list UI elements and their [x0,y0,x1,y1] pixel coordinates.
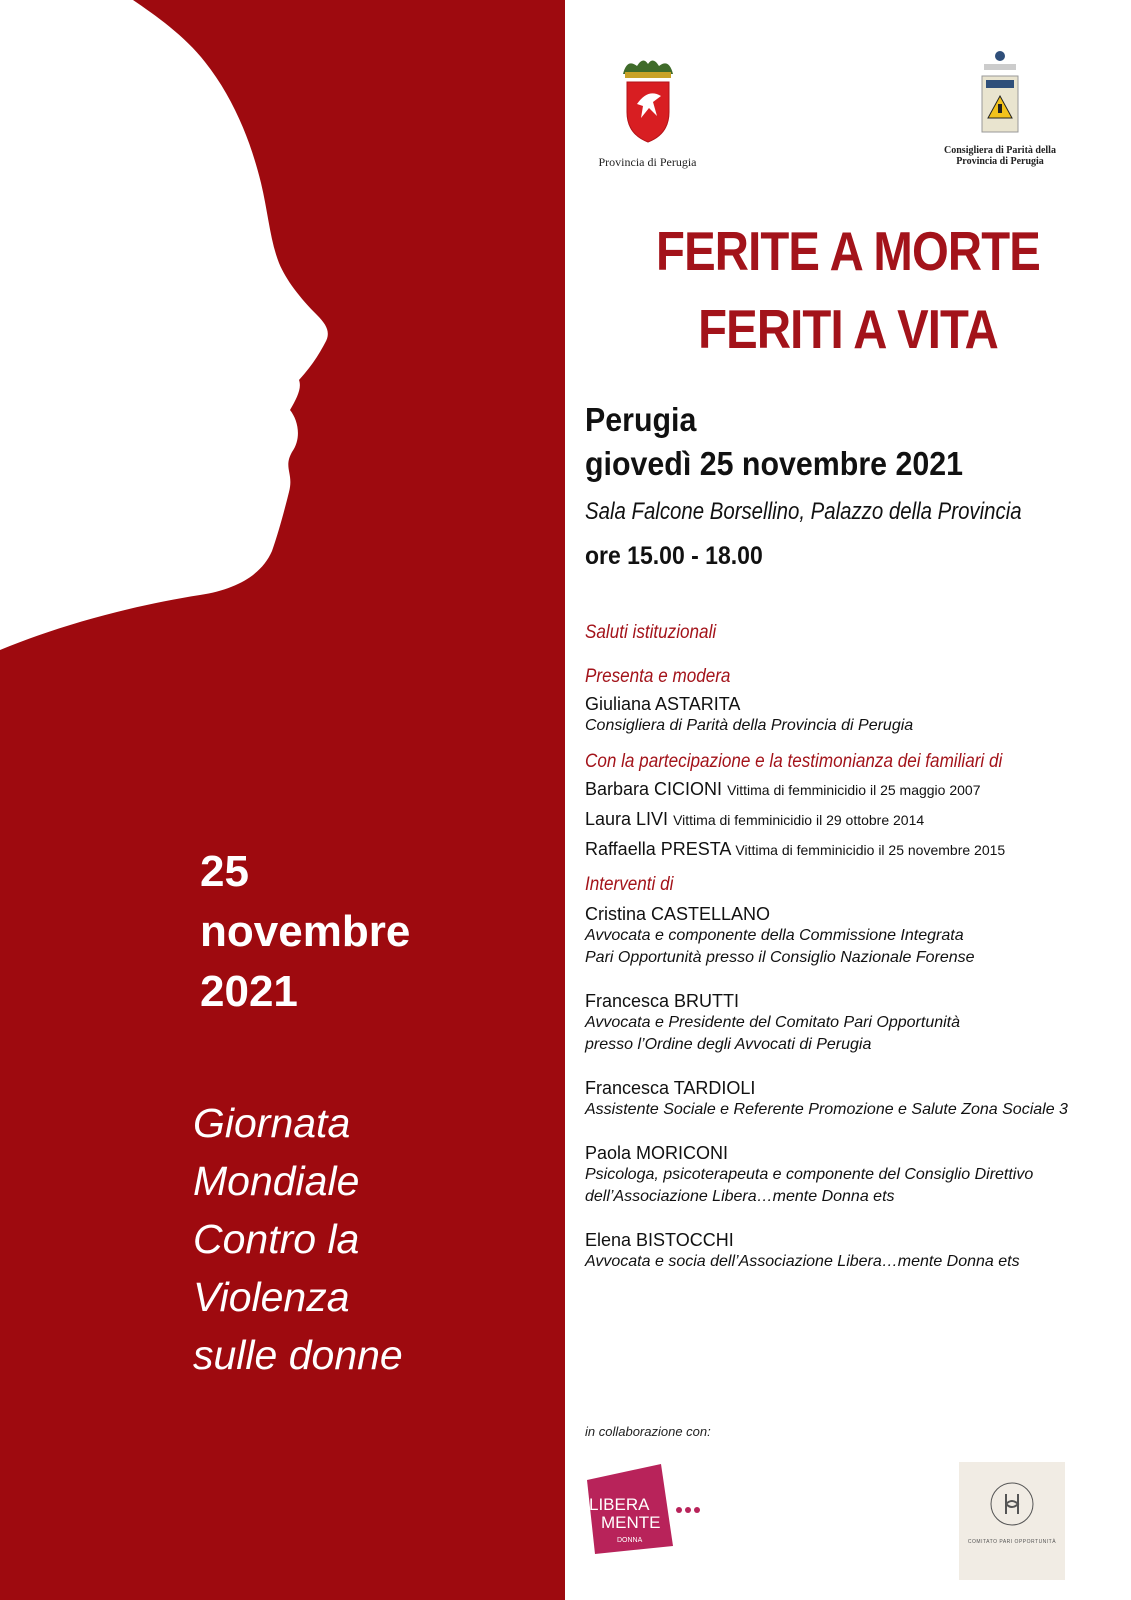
left-panel [0,0,565,1600]
event-venue: Sala Falcone Borsellino, Palazzo della Provincia [585,498,1022,525]
liberamente-text: MENTE [601,1513,661,1532]
speaker-name: Paola MORICONI [585,1143,729,1163]
victim-note: Vittima di femminicidio il 29 ottobre 2014 [673,812,925,828]
day-tagline [193,1094,403,1384]
speaker-name: Cristina CASTELLANO [585,904,771,924]
consigliera-logo-caption [925,145,1075,167]
section-saluti: Saluti istituzionali [585,622,717,643]
comitato-emblem-icon [988,1480,1036,1528]
tagline-line: Giornata [193,1100,351,1146]
speaker-name: Francesca TARDIOLI [585,1078,756,1098]
speaker-role: Avvocata e componente della Commissione Integrata [585,927,964,944]
speaker-item [585,991,1125,1056]
title-line: FERITE A MORTE [656,220,1040,282]
consigliera-emblem-icon [978,50,1022,136]
victim-name: Raffaella PRESTA [585,839,731,859]
right-panel [565,0,1131,1600]
title-line: FERITI A VITA [698,298,998,360]
consigliera-logo [925,50,1075,167]
liberamente-text: DONNA [617,1537,643,1544]
speaker-role: Avvocata e Presidente del Comitato Pari Opportunità [585,1014,961,1031]
victim-name: Laura LIVI [585,809,669,829]
victim-note: Vittima di femminicidio il 25 novembre 2015 [735,842,1006,858]
victim-name: Barbara CICIONI [585,779,723,799]
event-city: Perugia [585,401,697,438]
speaker-role: dell’Associazione Libera…mente Donna ets [585,1188,895,1205]
moderator-role: Consigliera di Parità della Provincia di Perugia [585,717,914,734]
provincia-crest-icon [613,56,683,146]
provincia-logo [585,56,710,170]
speaker-item [585,1078,1125,1121]
tagline-line: Contro la [193,1216,360,1262]
speaker-role: Pari Opportunità presso il Consiglio Nazionale Forense [585,949,975,966]
event-title [565,212,1131,368]
section-partecipazione: Con la partecipazione e la testimonianza dei familiari di [585,751,1003,772]
speaker-role: presso l’Ordine degli Avvocati di Perugia [585,1036,872,1053]
moderator-name: Giuliana ASTARITA [585,694,741,714]
speaker-name: Elena BISTOCCHI [585,1230,734,1250]
program [585,622,1125,1273]
date-year: 2021 [200,967,298,1016]
event-hours: ore 15.00 - 18.00 [585,542,763,570]
comitato-logo-caption: COMITATO PARI OPPORTUNITÀ [967,1539,1057,1545]
section-presenta: Presenta e modera [585,666,731,687]
speaker-item [585,1230,1125,1273]
tagline-line: sulle donne [193,1332,403,1378]
comitato-logo [959,1462,1065,1580]
event-date-large [200,842,410,1022]
speaker-role: Avvocata e socia dell’Associazione Libera…mente Donna ets [585,1253,1020,1270]
victim-item [585,779,1125,800]
speaker-role: Assistente Sociale e Referente Promozione e Salute Zona Sociale 3 [585,1101,1068,1118]
victim-item [585,839,1125,860]
event-city-date [585,398,963,486]
collaboration-label: in collaborazione con: [585,1424,711,1439]
section-interventi: Interventi di [585,874,674,895]
date-month: novembre [200,907,411,956]
speaker-name: Francesca BRUTTI [585,991,740,1011]
consigliera-caption-line: Consigliera di Parità della [944,145,1056,156]
speaker-role: Psicologa, psicoterapeuta e componente del Consiglio Direttivo [585,1166,1034,1183]
liberamente-donna-logo-icon [585,1462,705,1554]
tagline-line: Mondiale [193,1158,360,1204]
tagline-line: Violenza [193,1274,350,1320]
provincia-logo-caption: Provincia di Perugia [598,155,697,169]
speaker-item [585,1143,1125,1208]
liberamente-text: LIBERA [589,1495,650,1514]
victim-note: Vittima di femminicidio il 25 maggio 2007 [727,782,981,798]
date-day: 25 [200,847,249,896]
consigliera-caption-line: Provincia di Perugia [956,156,1044,167]
event-date: giovedì 25 novembre 2021 [585,445,963,482]
speaker-item [585,904,1125,969]
victim-item [585,809,1125,830]
